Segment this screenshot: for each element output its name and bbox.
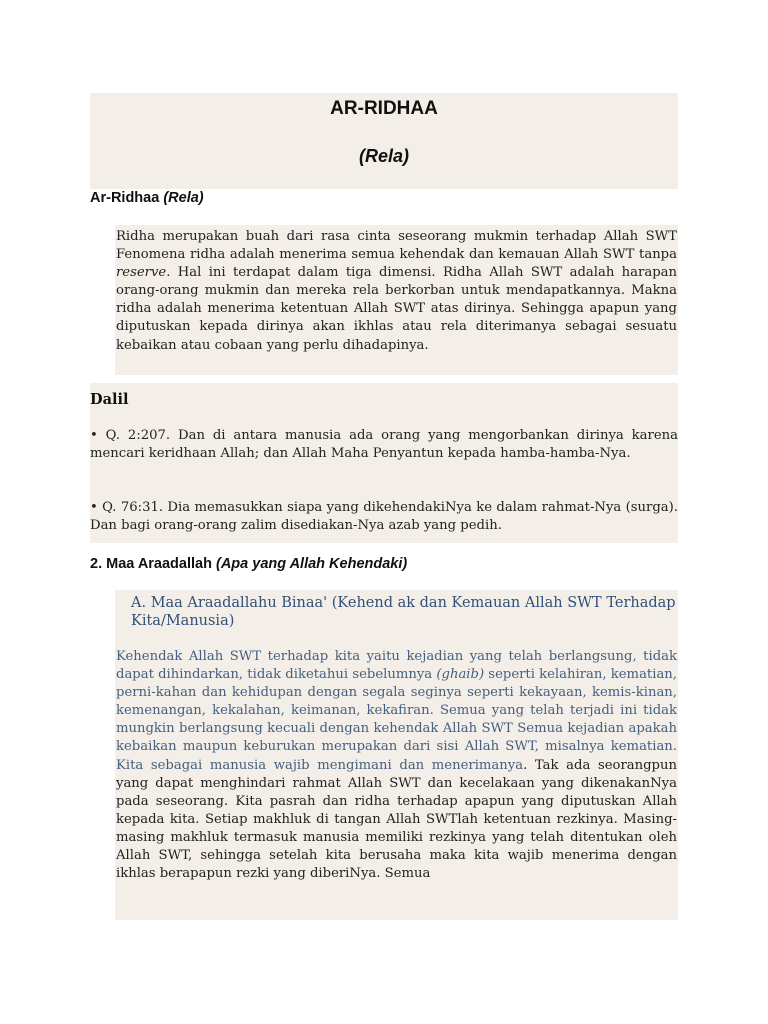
section2-heading bbox=[90, 556, 407, 572]
page-subtitle: (Rela) bbox=[358, 146, 409, 166]
section2-text-b: seperti kelahiran, kematian, perni-kahan dan kehidupan dengan segala seginya seperti kekayaan, kemis-kinan, kemenangan, kekalahan, keimanan, kekafiran. Semua yang telah terjadi ini tidak mungkin berlangsung kecuali dengan kehendak Allah SWT Semua kejadian apakah kebaikan maupun keburukan merupakan dari sisi Allah SWT, misalnya kematian. Kita sebagai manusia wajib mengimani dan menerimanya bbox=[116, 667, 677, 773]
section1-paragraph bbox=[116, 228, 677, 355]
section1-heading bbox=[90, 190, 204, 206]
section1-heading-italic: (Rela) bbox=[163, 190, 204, 206]
section2-text-c: . Tak ada seorangpun yang dapat menghindari rahmat Allah SWT dan kecelakaan yang dikenakanNya pada seseorang. Kita pasrah dan ridha terhadap apapun yang diputuskan Allah kepada kita. Setiap makhluk di tangan Allah SWTlah ketentuan rezkinya. Masing-masing makhluk termasuk manusia memiliki rezkinya yang telah ditentukan oleh Allah SWT, sehingga setelah kita berusaha maka kita wajib menerima dengan ikhlas berapapun rezki yang diberiNya. Semua bbox=[116, 757, 677, 882]
section1-text-a: Ridha merupakan buah dari rasa cinta seseorang mukmin terhadap Allah SWT Fenomena ridha adalah menerima semua kehendak dan kemauan Allah SWT tanpa bbox=[116, 229, 677, 263]
section1-text-em: reserve bbox=[116, 265, 167, 281]
section1-text-b: . Hal ini terdapat dalam tiga dimensi. Ridha Allah SWT adalah harapan orang-orang mukmin dan mereka rela berkorban untuk mendapatkannya. Makna ridha adalah menerima ketentuan Allah SWT atas dirinya. Sehingga apapun yang diputuskan kepada dirinya akan ikhlas atau rela diterimanya sebagai sesuatu kebaikan atau cobaan yang perlu dihadapinya. bbox=[116, 265, 677, 353]
dalil-item-1: • Q. 2:207. Dan di antara manusia ada orang yang mengorbankan dirinya karena mencari keridhaan Allah; dan Allah Maha Penyantun kepada hamba-hamba-Nya. bbox=[90, 428, 678, 462]
dalil-item-2: • Q. 76:31. Dia memasukkan siapa yang dikehendakiNya ke dalam rahmat-Nya (surga). Dan bagi orang-orang zalim disediakan-Nya azab yang pedih. bbox=[90, 500, 678, 534]
dalil-heading: Dalil bbox=[90, 391, 129, 408]
section2-paragraph bbox=[116, 648, 677, 883]
section2-text-em: (ghaib) bbox=[436, 667, 485, 683]
section2-text-a: Kehendak Allah SWT terhadap kita yaitu kejadian yang telah berlangsung, tidak dapat dihindarkan, tidak diketahui sebelumnya bbox=[116, 649, 677, 683]
section2-subheading: A. Maa Araadallahu Binaa' (Kehend ak dan Kemauan Allah SWT Terhadap Kita/Manusia) bbox=[131, 595, 676, 629]
section2-heading-text: 2. Maa Araadallah bbox=[90, 556, 212, 572]
section2-heading-italic: (Apa yang Allah Kehendaki) bbox=[216, 556, 408, 572]
section1-heading-text: Ar-Ridhaa bbox=[90, 190, 160, 206]
page-title: AR-RIDHAA bbox=[330, 98, 438, 119]
